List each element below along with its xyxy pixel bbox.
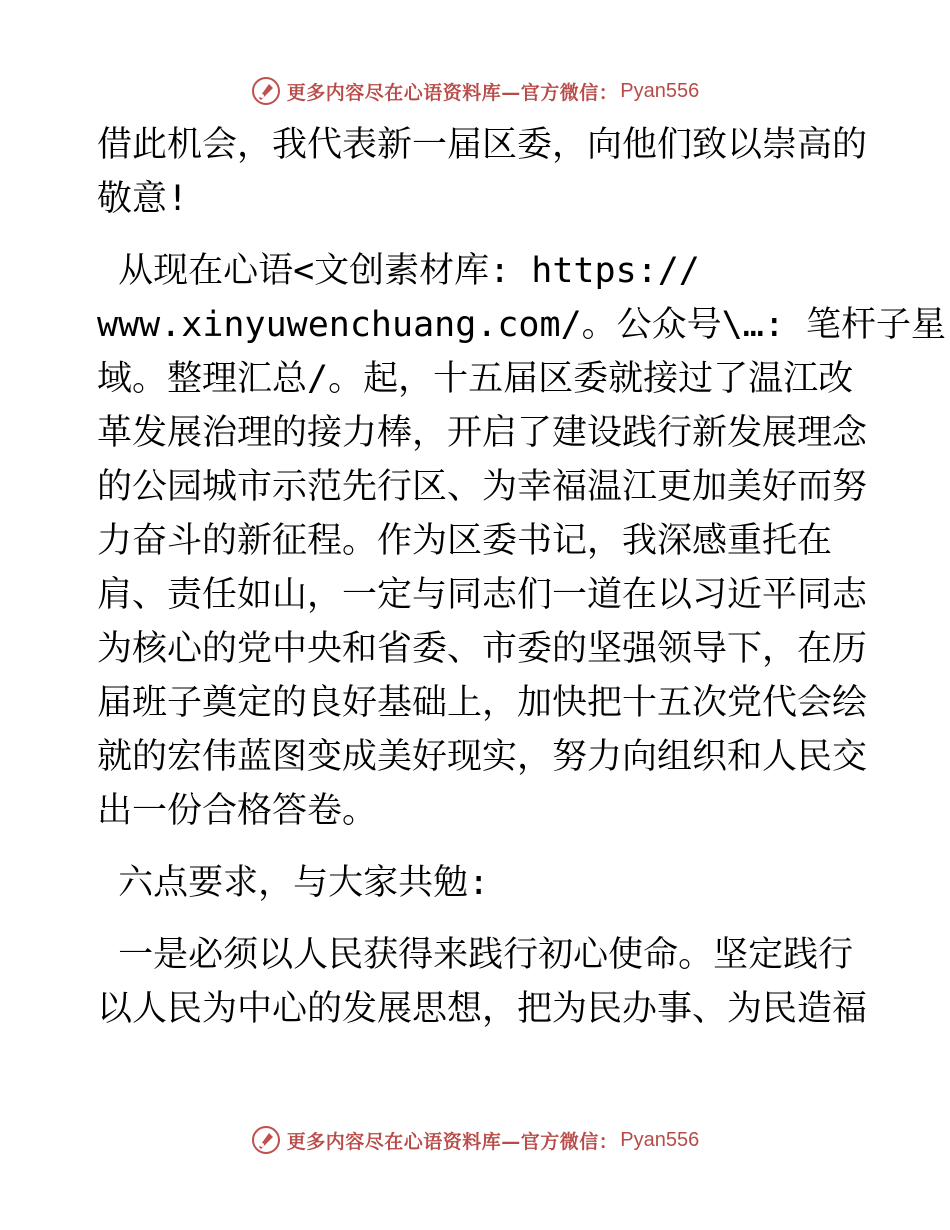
pen-nib-logo-icon (251, 76, 281, 106)
text-line: 届班子奠定的良好基础上，加快把十五次党代会绘 (97, 683, 868, 723)
header-watermark (0, 71, 950, 111)
text-line: 从现在心语<文创素材库: https:// (97, 251, 700, 291)
text-line: 肩、责任如山，一定与同志们一道在以习近平同志 (97, 575, 868, 615)
pen-nib-logo-icon (251, 1125, 281, 1155)
text-line: 力奋斗的新征程。作为区委书记，我深感重托在 (97, 521, 833, 561)
text-line: 就的宏伟蓝图变成美好现实，努力向组织和人民交 (97, 737, 868, 777)
paragraph (97, 118, 868, 226)
text-line: 一是必须以人民获得来践行初心使命。坚定践行 (97, 935, 854, 975)
paragraph (97, 856, 857, 910)
text-line: 六点要求，与大家共勉: (97, 863, 490, 903)
document-body (97, 118, 946, 1036)
text-line: 借此机会，我代表新一届区委，向他们致以崇高的 (97, 125, 868, 165)
footer-watermark-text: 更多内容尽在心语资料库—官方微信： (286, 1130, 619, 1153)
text-line: 革发展治理的接力棒，开启了建设践行新发展理念 (97, 413, 868, 453)
text-line: 的公园城市示范先行区、为幸福温江更加美好而努 (97, 467, 868, 507)
footer-watermark (0, 1120, 950, 1160)
text-line: 以人民为中心的发展思想，把为民办事、为民造福 (97, 989, 868, 1029)
header-wechat-id: Pyan556 (620, 79, 700, 102)
paragraph (97, 244, 946, 838)
header-watermark-text: 更多内容尽在心语资料库—官方微信： (286, 81, 619, 104)
text-line: 为核心的党中央和省委、市委的坚强领导下，在历 (97, 629, 868, 669)
text-line: 出一份合格答卷。 (97, 791, 378, 831)
footer-wechat-id: Pyan556 (620, 1128, 700, 1151)
text-line: 域。整理汇总/。起，十五届区委就接过了温江改 (97, 359, 854, 399)
text-line: 敬意! (97, 179, 189, 219)
text-line: www.xinyuwenchuang.com/。公众号\…: 笔杆子星 (97, 305, 946, 345)
paragraph (97, 928, 868, 1036)
